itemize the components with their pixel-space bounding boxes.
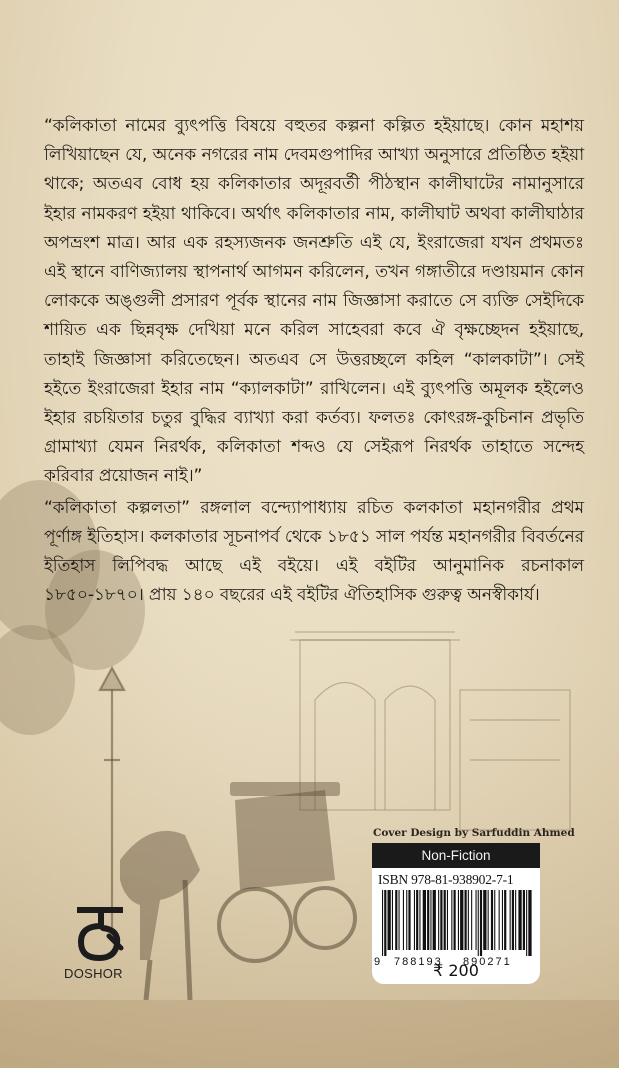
barcode-stripe: [504, 890, 506, 950]
barcode-stripe: [471, 890, 472, 950]
isbn-text: ISBN 978-81-938902-7-1: [378, 872, 514, 887]
barcode-stripe: [423, 890, 426, 950]
barcode-stripe: [518, 890, 521, 950]
barcode-stripe: [382, 890, 383, 956]
barcode-stripe: [444, 890, 446, 950]
barcode-stripe: [451, 890, 452, 950]
barcode-stripe: [526, 890, 527, 956]
barcode-stripe: [427, 890, 429, 950]
barcode-stripe: [458, 890, 459, 950]
barcode-digits-left: 788193: [394, 956, 443, 968]
barcode-stripe: [433, 890, 436, 950]
barcode-stripe: [388, 890, 391, 950]
barcode-stripe: [414, 890, 415, 950]
barcode-stripe: [476, 890, 477, 950]
barcode-panel: [372, 843, 540, 984]
barcode-stripe: [515, 890, 516, 950]
blurb-description-paragraph: “কলিকাতা কল্পলতা” রঙ্গলাল বন্দ্যোপাধ্যায় রচিত কলকাতা মহানগরীর প্রথম পূর্ণাঙ্গ ইতিহাস। কলকাতার সূচনাপর্ব থেকে ১৮৫১ সাল পর্যন্ত মহানগরীর বিবর্তনের ইতিহাস লিপিবদ্ধ আছে এই বইয়ে। এই বইটির আনুমানিক রচনাকাল ১৮৫০-১৮৭০। প্রায় ১৪০ বছরের এই বইটির ঐতিহাসিক গুরুত্ব অনস্বীকার্য।: [44, 497, 584, 606]
doshor-logo-icon: [73, 904, 129, 962]
blurb-quote-paragraph: “কলিকাতা নামের ব্যুৎপত্তি বিষয়ে বহুতর কল্পনা কল্পিত হইয়াছে। কোন মহাশয় লিখিয়াছেন যে, অনেক নগরের নাম দেবমগুপাদির আখ্যা অনুসারে প্রতিষ্ঠিত হইয়া থাকে; অতএব বোধ হয় কলিকাতার অদূরবর্তী পীঠস্থান কালীঘাটের নামানুসারে ইহার নামকরণ হইয়া থাকিবে। অর্থাৎ কলিকাতার নাম, কালীঘাট অথবা কালীঘাঠার অপভ্রংশ মাত্র। আর এক রহস্যজনক জনশ্রুতি এই যে, ইংরাজেরা যখন প্রথমতঃ এই স্থানে বাণিজ্যালয় স্থাপনার্থ আগমন করিলেন, তখন গঙ্গাতীরে দণ্ডায়মান কোন লোককে অঙ্গুলী প্রসারণ পূর্বক স্থানের নাম জিজ্ঞাসা করাতে সে ব্যক্তি সেইদিকে শায়িত এক ছিন্নবৃক্ষ দেখিয়া মনে করিল সাহেবরা কবে ঐ বৃক্ষচ্ছেদন হইয়াছে, তাহাই জিজ্ঞাসা করিতেছেন। অতএব সে উত্তরচ্ছলে কহিল “কালকাটা”। সেই হইতে ইংরাজেরা ইহার নাম “ক্যালকাটা” রাখিলেন। এই ব্যুৎপত্তি অমূলক হইলেও ইহার রচয়িতার চতুর বুদ্ধির ব্যাখ্যা করা কর্তব্য। ফলতঃ কোৎরঙ্গ-কুচিনান প্রভৃতি গ্রামাখ্যা যেমন নিরর্থক, কলিকাতা শব্দও যে সেইরূপ নিরর্থক তাহাতে সন্দেহ করিবার প্রয়োজন নাই।”: [44, 116, 584, 487]
barcode-stripe: [488, 890, 489, 950]
barcode-stripe: [512, 890, 514, 950]
barcode-stripe: [440, 890, 442, 950]
barcode-stripe: [460, 890, 463, 950]
barcode-stripe: [480, 890, 482, 956]
barcode-stripe: [447, 890, 448, 950]
barcode-stripe: [416, 890, 418, 950]
back-cover-blurb: [44, 112, 584, 610]
barcode-stripe: [465, 890, 467, 950]
barcode-digits-right: 890271: [463, 956, 512, 968]
barcode-stripe: [392, 890, 393, 950]
publisher-name: DOSHOR: [64, 966, 123, 981]
barcode-stripe: [528, 890, 531, 956]
barcode-digit-lead: 9: [374, 956, 381, 968]
barcode-stripe: [384, 890, 386, 956]
barcode-stripe: [478, 890, 479, 956]
price-label: ₹ 200: [433, 961, 479, 980]
barcode-stripe: [430, 890, 431, 950]
barcode-stripe: [438, 890, 439, 950]
barcode-stripe: [483, 890, 486, 950]
barcode-stripe: [468, 890, 469, 950]
barcode-stripe: [523, 890, 525, 950]
barcode-bars: [378, 890, 534, 956]
barcode-stripe: [502, 890, 503, 950]
cover-design-credit: Cover Design by Sarfuddin Ahmed: [373, 827, 575, 839]
barcode-stripe: [395, 890, 397, 950]
barcode-stripe: [491, 890, 493, 950]
barcode-stripe: [403, 890, 404, 950]
barcode-stripe: [406, 890, 407, 950]
barcode-stripe: [494, 890, 495, 950]
barcode-stripe: [399, 890, 400, 950]
barcode-stripe: [419, 890, 420, 950]
barcode-stripe: [454, 890, 456, 950]
barcode-stripe: [499, 890, 500, 950]
barcode-stripe: [408, 890, 410, 950]
genre-label: Non-Fiction: [372, 843, 540, 868]
barcode-stripe: [510, 890, 511, 950]
